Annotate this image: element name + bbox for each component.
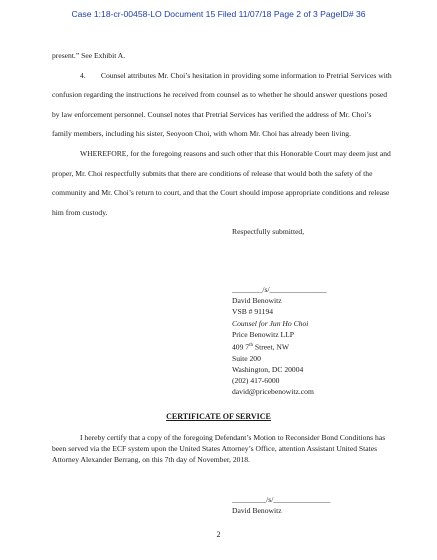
- page-number: 2: [216, 530, 221, 539]
- signer-city: Washington, DC 20004: [232, 364, 304, 374]
- certificate-signature: [232, 494, 330, 516]
- signer-suite: Suite 200: [232, 353, 261, 363]
- street-name: Street, NW: [252, 342, 290, 352]
- certificate-signer-name: David Benowitz: [232, 506, 282, 516]
- signer-street: [232, 340, 327, 353]
- certificate-signature-line: _________/s/_______________: [232, 495, 331, 504]
- signer-email: david@pricebenowitz.com: [232, 387, 314, 397]
- paragraph-2: 4. Counsel attributes Mr. Choi’s hesitation in providing some information to Pretrial Services with confusion regarding the instructions he received from counsel as to whether he should answer questions posed by law enforcement personnel. Counsel notes that Pretrial Services has verified the address of Mr. Choi’s family members, including his sister, Seoyoon Choi, with whom Mr. Choi has already been living.: [52, 70, 392, 139]
- street-number: 409 7: [232, 342, 250, 352]
- body-text: [52, 46, 392, 242]
- signer-role: Counsel for Jun Ho Choi: [232, 318, 309, 328]
- case-header: Case 1:18-cr-00458-LO Document 15 Filed 11/07/18 Page 2 of 3 PageID# 36: [71, 9, 366, 19]
- paragraph-1: present.” See Exhibit A.: [52, 51, 126, 60]
- signer-phone: (202) 417-6000: [232, 376, 280, 386]
- closing: Respectfully submitted,: [232, 227, 305, 237]
- paragraph-wherefore: WHEREFORE, for the foregoing reasons and such other that this Honorable Court may deem just and proper, Mr. Choi respectfully submits that there are conditions of release that would both the safety of the community and Mr. Choi’s return to court, and that the Court should impose appropriate conditions and release him from custody.: [52, 148, 391, 217]
- signer-vsb: VSB # 91194: [232, 307, 274, 317]
- signature-block: [232, 284, 327, 398]
- signature-line: ________/s/_______________: [232, 285, 327, 294]
- certificate-heading: CERTIFICATE OF SERVICE: [166, 412, 271, 421]
- certificate-text: I hereby certify that a copy of the foregoing Defendant’s Motion to Reconsider Bond Conditions has been served via the ECF system upon the United States Attorney’s Office, attention Assistant United States Attorney Alexander Berrang, on this 7th day of November, 2018.: [52, 433, 386, 464]
- signer-firm: Price Benowitz LLP: [232, 329, 295, 339]
- street-suffix: th: [249, 343, 253, 349]
- signer-name: David Benowitz: [232, 296, 282, 306]
